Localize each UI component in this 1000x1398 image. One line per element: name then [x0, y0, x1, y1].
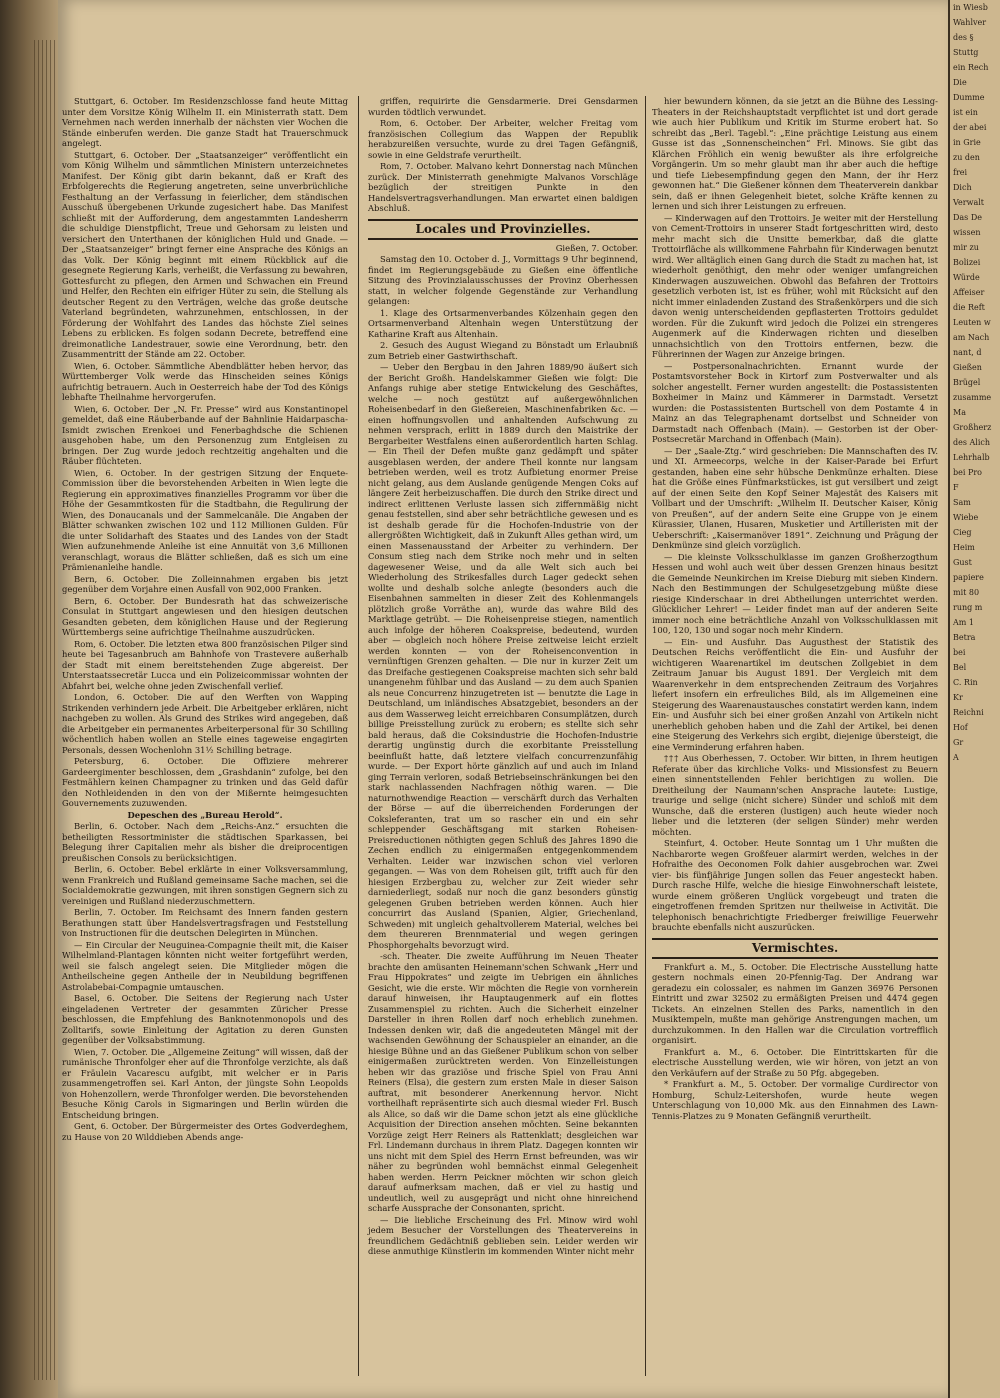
edge-fragment: am Nach [953, 333, 990, 342]
edge-fragment: C. Rin [953, 678, 978, 687]
edge-fragment: Leuten w [953, 318, 991, 327]
article-wien-2: Wien, 6. October. Der „N. Fr. Presse“ wird aus Konstantinopel gemeldet, daß eine Räuberbande auf der Bahnlinie Haidarpascha-Ismidt zwischen Erenkoei und Fenerbaghdsche die Schienen ausgehoben habe, um den Personenzug zum Entgleisen zu bringen. Der Zug wurde jedoch rechtzeitig angehalten und die Räuber flüchteten. [62, 403, 348, 466]
edge-fragment: Lehrhalb [953, 453, 990, 462]
article-oberhessen: ††† Aus Oberhessen, 7. October. Wir bitten, in Ihrem heutigen Referate über das kirchliche Volks- und Missionsfest zu Beuern einen sinnentstellenden Fehler berichtigen zu wollen. Die Dreitheilung der Naumann'schen Ansprache lautete: Lustige, traurige und selige (nicht sichere) Sünder und schloß mit dem Wunsche, daß die ersteren (lustigen) auch heute wieder noch lieber und die letzteren (der seligen Sünder) mehr werden möchten. [652, 753, 938, 837]
article-berlin-3: Berlin, 7. October. Im Reichsamt des Innern fanden gestern Berathungen statt über Handelsvertragsfragen und Feststellung von Instructionen für die deutschen Delegirten in München. [62, 907, 348, 938]
article-steinfurt: Steinfurt, 4. October. Heute Sonntag um 1 Uhr mußten die Nachbarorte wegen Großfeuer alarmirt werden, welches in der Hofraithe des Oeconomen Folk dahier ausgebrochen war. Zwei vier- bis fünfjährige Jungen sollen das Feuer angesteckt haben. Durch rasche Hilfe, welche die hiesige Einwohnerschaft leistete, wurde einem größeren Unglück vorgebeugt und traten die eingetroffenen fremden Spritzen nur theilweise in Activität. Die telephonisch benachrichtigte Friedberger freiwillige Feuerwehr brauchte ebenfalls nicht auszurücken. [652, 838, 938, 932]
edge-fragment: Cieg [953, 528, 972, 537]
article-provinzialausschuss: Samstag den 10. October d. J., Vormittags 9 Uhr beginnend, findet im Regierungsgebäude zu Gießen eine öffentliche Sitzung des Provinzialausschusses der Provinz Oberhessen statt, in welcher folgende Gegenstände zur Verhandlung gelangen: [368, 254, 638, 306]
article-frankfurt-3: * Frankfurt a. M., 5. October. Der vormalige Curdirector von Homburg, Schulz-Leitershofen, wurde heute wegen Unterschlagung von 10,000 Mk. aus den Einnahmen des Lawn-Tennis-Platzes zu 9 Monaten Gefängniß verurtheilt. [652, 1079, 938, 1121]
edge-fragment: Am 1 [953, 618, 974, 627]
article-theater: -sch. Theater. Die zweite Aufführung im Neuen Theater brachte den amüsanten Heinemann'schen Schwank „Herr und Frau Hippokrates“ und zeigte im Uebrigen ein ähnliches Gesicht, wie die erste. Wir möchten die Regie von vornherein darauf hinweisen, ihr Hauptaugenmerk auf ein flottes Zusammenspiel zu richten. Auch die Sicherheit einzelner Darsteller in ihren Rollen darf noch erheblich zunehmen. Indessen denken wir, daß die angedeuteten Mängel mit der wachsenden Gewöhnung der Schauspieler an einander, an die hiesige Bühne und an das Gießener Publikum schon von selber einigermaßen zurücktreten werden. Von Einzelleistungen heben wir das graziöse und frische Spiel von Frau Anni Reiners (Elsa), die gestern zum ersten Male in dieser Saison auftrat, mit besonderer Anerkennung hervor. Nicht vortheilhaft repräsentirte sich auch diesmal wieder Frl. Busch als Alice, so daß wir die Dame schon jetzt als eine glückliche Acquisition der Direction ansehen möchten. Seine bekannten Vorzüge zeigt Herr Reiners als Rattenklatt; desgleichen war Frl. Lindemann durchaus in ihrem Platz. Dagegen konnten wir uns nicht mit dem Spiel des Herrn Ernst befreunden, was wir näher zu begründen wohl bemnächst einmal Gelegenheit haben werden. Herrn Peickner möchten wir schon gleich darauf aufmerksam machen, daß er viel zu hastig und undeutlich, weil zu ausgeprägt und nicht ohne hinreichend scharfe Aussprache der Consonanten, spricht. [368, 951, 638, 1213]
edge-fragment: A [953, 753, 959, 762]
section-heading-vermischtes: Vermischtes. [652, 938, 938, 959]
edge-fragment: Brügel [953, 378, 981, 387]
edge-fragment: Ma [953, 408, 966, 417]
section-heading-locales: Locales und Provinzielles. [368, 219, 638, 240]
edge-fragment: Bolizei [953, 258, 981, 267]
article-frankfurt-1: Frankfurt a. M., 5. October. Die Electrische Ausstellung hatte gestern nochmals einen 20-Pfennig-Tag. Der Andrang war geradezu ein colossaler, es nahmen im Ganzen 36976 Personen Eintritt und zwar 32502 zu ermäßigten Preisen und 4474 gegen Tickets. An einzelnen Stellen des Parks, namentlich in den Musiktempeln, mußte man gehörige Anstrengungen machen, um durchzukommen. In den Hallen war die Circulation vortrefflich organisirt. [652, 961, 938, 1045]
article-postpersonal: — Postpersonalnachrichten. Ernannt wurde der Postamtsvorsteher Bock in Kirtorf zum Postverwalter und als solcher angestellt. Ferner wurden angestellt: die Postassistenten Boxheimer in Mainz und Kämmerer in Darmstadt. Versetzt wurden: die Postassistenten Burtschell von dem Postamte 4 in Mainz an das Telegraphenamt dortselbst und Schneider von Darmstadt nach Offenbach (Main). — Gestorben ist der Ober-Postsecretär Marchand in Offenbach (Main). [652, 360, 938, 444]
edge-fragment: Stuttg [953, 48, 979, 57]
edge-fragment: die Reft [953, 303, 985, 312]
adjacent-page-edge [948, 0, 1000, 1398]
edge-fragment: in Grie [953, 138, 981, 147]
edge-fragment: Großherz [953, 423, 992, 432]
article-rom-3: Rom, 7. October. Malvano kehrt Donnerstag nach München zurück. Der Ministerrath genehmigte Malvanos Vorschläge bezüglich der streitigen Punkte in den Handelsvertragsverhandlungen. Man erwartet einen baldigen Abschluß. [368, 161, 638, 213]
edge-fragment: Kr [953, 693, 963, 702]
article-minow-cont: hier bewundern können, da sie jetzt an die Bühne des Lessing-Theaters in der Reichshauptstadt verpflichtet ist und dort gerade wie auch hier Publikum und Kritik im Sturme erobert hat. So schreibt das „Berl. Tagebl.“: „Eine prächtige Leistung aus einem Gusse ist das „Sonnenscheinchen“ Frl. Minows. Sie gibt das Klärchen Fröhlich ein wenig bewußter als ihre erfolgreiche Vorgängerin. Um so mehr glaubt man ihr aber auch die heftige und tiefe Liebesempfindung gegen den Mann, der ihr Herz gewonnen hat.“ Die Gießener können dem Theaterverein dankbar sein, daß er ihnen Gelegenheit bietet, solche Kräfte kennen zu lernen und sich ihrer Leistungen zu erfreuen. [652, 96, 938, 211]
edge-fragment: papiere [953, 573, 984, 582]
article-wien-4: Wien, 7. October. Die „Allgemeine Zeitung“ will wissen, daß der rumänische Thronfolger eher auf die Thronfolge verzichte, als daß er Fräulein Vacarescu aufgibt, mit welcher er in Paris zusammengetroffen sei. Karl Anton, der jüngste Sohn Leopolds von Hohenzollern, werde Thronfolger werden. Die bevorstehenden Besuche König Carols in Sigmaringen und Berlin würden die Entscheidung bringen. [62, 1046, 348, 1120]
article-minow: — Die liebliche Erscheinung des Frl. Minow wird wohl jedem Besucher der Vorstellungen des Theatervereins in freundlichem Gedächtniß geblieben sein. Leider werden wir diese anmuthige Künstlerin im kommenden Winter nicht mehr [368, 1214, 638, 1256]
edge-fragment: der abei [953, 123, 987, 132]
edge-fragment: Gr [953, 738, 964, 747]
edge-fragment: Verwalt [953, 198, 984, 207]
article-rom-2: Rom, 6. October. Der Arbeiter, welcher Freitag vom französischen Collegium das Wappen der Republik herabzureißen versuchte, wurde zu drei Tagen Gefängniß, sowie in eine Geldstrafe verurtheilt. [368, 118, 638, 160]
edge-fragment: mit 80 [953, 588, 980, 597]
edge-fragment: Bel [953, 663, 967, 672]
dateline-giessen: Gießen, 7. October. [555, 242, 638, 253]
edge-fragment: Die [953, 78, 967, 87]
edge-fragment: ein Rech [953, 63, 989, 72]
edge-fragment: bei Pro [953, 468, 982, 477]
edge-fragment: zu den [953, 153, 980, 162]
edge-fragment: des § [953, 33, 974, 42]
edge-fragment: frei [953, 168, 968, 177]
edge-fragment: Gießen [953, 363, 982, 372]
column-rule-1 [358, 96, 359, 1376]
book-spine-shadow [0, 0, 60, 1398]
article-kinderwagen: — Kinderwagen auf den Trottoirs. Je weiter mit der Herstellung von Cement-Trottoirs in unserer Stadt fortgeschritten wird, desto mehr macht sich die Unsitte bemerkbar, daß die glatte Trottoirfläche als willkommene Fahrbahn für Kinderwagen benutzt wird. Wer alltäglich einen Gang durch die Stadt zu machen hat, ist wiederholt genöthigt, den mehr oder weniger umfangreichen Kinderwagen auszuweichen. Obwohl das Befahren der Trottoirs gesetzlich verboten ist, ist es früher, wohl mit Rücksicht auf den nicht immer einladenden Zustand des Straßenkörpers und die sich davon wenig unterscheidenden gepflasterten Trottoirs geduldet worden. Für die Zukunft wird jedoch die Polizei ein strengeres Augenmerk auf die Kinderwagen richten und dieselben unnachsichtlich von den Trottoirs entfernen, bezw. die Führerinnen der Wagen zur Anzeige bringen. [652, 212, 938, 359]
edge-fragment: Gust [953, 558, 972, 567]
edge-fragment: Dich [953, 183, 972, 192]
column-1 [62, 96, 348, 1143]
column-3 [652, 96, 938, 1122]
edge-fragment: Wiebe [953, 513, 979, 522]
edge-fragment: nant, d [953, 348, 982, 357]
edge-fragment: ist ein [953, 108, 978, 117]
article-rom-1: Rom, 6. October. Die letzten etwa 800 französischen Pilger sind heute bei Tagesanbruch am Bahnhofe von Trastevere außerhalb der Stadt mit einem bereitstehenden Zuge abgereist. Der Unterstaatssecretär Lucca und ein Polizeicommissar wohnten der Abfahrt bei, welche ohne jeden Zwischenfall verlief. [62, 638, 348, 691]
edge-fragment: Dumme [953, 93, 985, 102]
article-london: London, 6. October. Die auf den Werften von Wapping Strikenden verhindern jede Arbeit. Die Arbeitgeber erklären, nicht nachgeben zu wollen. Als Grund des Strikes wird angegeben, daß die Arbeitgeber ein permanentes Arbeiterpersonal für 30 Schilling wöchentlich haben wollen an Stelle eines tageweise engagirten Personals, dessen Wochenlohn 31½ Schilling betrage. [62, 692, 348, 755]
article-bern-1: Bern, 6. October. Die Zolleinnahmen ergaben bis jetzt gegenüber dem Vorjahre einen Ausfall von 902,000 Franken. [62, 573, 348, 594]
edge-fragment: F [953, 483, 959, 492]
article-wien-1: Wien, 6. October. Sämmtliche Abendblätter heben hervor, das Württemberger Volk werde das Hinscheiden seines Königs aufrichtig betrauern. Auch in Oesterreich habe der Tod des Königs lebhafte Theilnahme hervorgerufen. [62, 360, 348, 402]
article-berlin-2: Berlin, 6. October. Bebel erklärte in einer Volksversammlung, wenn Frankreich und Rußland gemeinsame Sache machen, sei die Socialdemokratie gezwungen, mit ihren sonstigen Gegnern sich zu vereinigen und Rußland niederzuschmettern. [62, 864, 348, 906]
edge-fragment: Affeiser [953, 288, 985, 297]
edge-fragment: Wahlver [953, 18, 987, 27]
edge-fragment: Hof [953, 723, 968, 732]
edge-fragment: Heim [953, 543, 975, 552]
article-frankfurt-2: Frankfurt a. M., 6. October. Die Eintrittskarten für die electrische Ausstellung werden, wie wir hören, von jetzt an von den Verkäufern auf der Straße zu 50 Pfg. abgegeben. [652, 1046, 938, 1078]
edge-fragment: Würde [953, 273, 980, 282]
depeschen-heading: Depeschen des „Bureau Herold“. [127, 809, 283, 820]
article-ein-ausfuhr: — Ein- und Ausfuhr. Das Augusthest der Statistik des Deutschen Reichs veröffentlicht die Ein- und Ausfuhr der wichtigeren Waarenartikel im deutschen Zollgebiet in dem Zeitraum Januar bis August 1891. Der Vergleich mit dem Waarenverkehr in dem entsprechenden Zeitraum des Vorjahres liefert insofern ein erfreuliches Bild, als im Allgemeinen eine Steigerung des Waarenaustausches constatirt werden kann, indem Ein- und Ausfuhr sich bei einer großen Anzahl von Artikeln nicht unerheblich gehoben haben und die Zahl der Artikel, bei denen eine Steigerung des Verkehrs sich ergibt, diejenige übersteigt, die eine Verminderung erfahren haben. [652, 636, 938, 752]
article-saale-ztg: — Der „Saale-Ztg.“ wird geschrieben: Die Mannschaften des IV. und XI. Armeecorps, welche in der Kaiser-Parade bei Erfurt gestanden, haben eine sehr hübsche Denkmünze erhalten. Diese hat die Größe eines Fünfmarkstückes, ist gut versilbert und zeigt auf der einen Seite den Kopf Seiner Majestät des Kaisers mit Vollbart und der Umschrift: „Wilhelm II. Deutscher Kaiser, König von Preußen“, auf der andern Seite eine Gruppe von je einem Kürassier, Ulanen, Husaren, Musketier und Artilleristen mit der Ueberschrift: „Kaisermanöver 1891“. Zeichnung und Prägung der Denkmünze sind gleich vorzüglich. [652, 445, 938, 550]
edge-fragment: bei [953, 648, 966, 657]
edge-fragment: zusamme [953, 393, 992, 402]
article-neuguinea: — Ein Circular der Neuguinea-Compagnie theilt mit, die Kaiser Wilhelmland-Plantagen könnten nicht weiter fortgeführt werden, weil sie falsch angelegt seien. Die Mitglieder mögen die Antheilscheine gegen Antheile der in Neubildung begriffenen Astrolabebai-Compagnie umtauschen. [62, 939, 348, 992]
edge-fragment: rung m [953, 603, 983, 612]
edge-fragment: des Alich [953, 438, 991, 447]
article-bern-2: Bern, 6. October. Der Bundesrath hat das schweizerische Consulat in Stuttgart angewiesen und den hiesigen deutschen Gesandten gebeten, dem königlichen Hause und der Regierung Württembergs seine aufrichtige Theilnahme auszudrücken. [62, 595, 348, 637]
agenda-item-2: 2. Gesuch des August Wiegand zu Bönstadt um Erlaubniß zum Betrieb einer Gastwirthschaft. [368, 340, 638, 361]
agenda-item-1: 1. Klage des Ortsarmenverbandes Kölzenhain gegen den Ortsarmenverband Altenhain wegen Unterstützung der Katharine Kraft aus Altenhain. [368, 307, 638, 339]
edge-fragment: wissen [953, 228, 981, 237]
edge-fragment: Reichni [953, 708, 984, 717]
edge-fragment: mir zu [953, 243, 979, 252]
edge-fragment: in Wiesb [953, 3, 988, 12]
article-petersburg: Petersburg, 6. October. Die Offiziere mehrerer Gardeergimenter beschlossen, dem „Grashdanin“ zufolge, bei den Festmählern keinen Champagner zu trinken und das Geld dafür den Nothleidenden in den von der Mißernte heimgesuchten Gouvernements zuzuwenden. [62, 756, 348, 808]
article-berlin-1: Berlin, 6. October. Nach dem „Reichs-Anz.“ ersuchten die betheiligten Ressortminister die städtischen Sparkassen, bei Belegung ihrer Capitalien mehr als bisher die dreiprocentigen preußischen Consols zu berücksichtigen. [62, 821, 348, 863]
edge-fragment: Sam [953, 498, 971, 507]
article-wien-3: Wien, 6. October. In der gestrigen Sitzung der Enquete-Commission über die bevorstehenden Arbeiten in Wien legte die Regierung ein approximatives finanzielles Programm vor über die Höhe der Gesammtkosten für die Stadtbahn, die Regulirung der Wien, des Donaucanals und der Sammelcanäle. Die Angaben der Blätter schwanken zwischen 102 und 112 Millionen Gulden. Für die unter Solidarhaft des Staates und des Landes von der Stadt Wien aufzunehmende Anleihe ist eine Annuität von 3,6 Millionen veranschlagt, woraus die Blätter schließen, daß es sich um eine Prämienanleihe handle. [62, 467, 348, 572]
edge-fragment: Das De [953, 213, 982, 222]
article-stuttgart-2: Stuttgart, 6. October. Der „Staatsanzeiger“ veröffentlicht ein vom König Wilhelm und sämmtlichen Ministern unterzeichnetes Manifest. Der König gibt darin bekannt, daß er Kraft des Erbfolgerechts die Regierung angetreten, seine unverbrüchliche Festhaltung an der Verfassung in feierlicher, dem ständischen Ausschuß übergebenen Urkunde zugesichert habe. Das Manifest schließt mit der Aufforderung, dem angestammten Landesherrn die schuldige Dienstpflicht, Treue und Gehorsam zu leisten und versichert den Unterthanen der königlichen Huld und Gnade. — Der „Staatsanzeiger“ bringt ferner eine Ansprache des Königs an das Volk. Der König beginnt mit einem Rückblick auf die gesegnete Regierung Karls, verheißt, die Verfassung zu bewahren, Gottesfurcht zu pflegen, den Armen und Schwachen ein Freund und Helfer, den Rechten ein eifriger Hüter zu sein, die Stellung als deutscher Regent zu den Verträgen, welche das große deutsche Vaterland begründeten, wahrzunehmen, entschlossen, in der Förderung der Wohlfahrt des Landes das höchste Ziel seines Lebens zu erblicken. Es folgen sodann Decrete, betreffend eine dreimonatliche Landestrauer, sowie eine Verordnung, betr. den Zusammentritt der Stände am 22. October. [62, 149, 348, 359]
column-2 [368, 96, 638, 1258]
article-stuttgart-1: Stuttgart, 6. October. Im Residenzschlosse fand heute Mittag unter dem Vorsitze König Wilhelm II. ein Ministerrath statt. Dem Vernehmen nach werden innerhalb der nächsten vier Wochen die Stände einberufen werden. Die ganze Stadt hat Trauerschmuck angelegt. [62, 96, 348, 148]
page-edges [34, 40, 58, 1380]
article-basel: Basel, 6. October. Die Seitens der Regierung nach Uster eingeladenen Vertreter der gesammten Züricher Presse beschlossen, die Empfehlung des Banknotenmonopols und des Zolltarifs, sowie Einleitung der Agitation zu deren Gunsten gegenüber der Volksabstimmung. [62, 993, 348, 1045]
article-bergbau: — Ueber den Bergbau in den Jahren 1889/90 äußert sich der Bericht Großh. Handelskammer Gießen wie folgt: Die Anfangs ruhige aber stetige Entwickelung des Geschäftes, welche — noch gestützt auf außergewöhnlichen Roheisenbedarf in den Gießereien, Maschinenfabriken &c. — einen hoffnungsvollen und anhaltenden Aufschwung zu nehmen versprach, erlitt in 1889 durch den Maistrike der Bergarbeiter Westfalens einen außerordentlich harten Schlag. — Ein Theil der Defen mußte ganz gedämpft und später ausgeblasen werden, der andere Theil konnte nur langsam betrieben werden, weil es trotz Aufbietung enormer Preise nicht gelang, aus dem Auslande genügende Mengen Coks auf längere Zeit herbeizuschaffen. Die durch den Strike direct und indirect erlittenen Verluste lassen sich ziffernmäßig nicht genau feststellen, sind aber sehr beträchtliche gewesen und es ist deshalb gerade für die Hochofen-Industrie von der allergrößten Wichtigkeit, daß in Zukunft Alles gethan wird, um einen Massenausstand der Arbeiter zu verhindern. Der Consum stieg nach dem Strike noch mehr und in selten dagewesener Weise, und da alle Welt sich auch bei Wiederholung des Strikesfalles durch Lager gedeckt sehen wollte und deshalb solche anlegte (besonders auch die Eisenbahnen sammelten in dieser Zeit des Kohlenmangels plötzlich große Vorräthe an), wurde das wahre Bild des Marktlage getrübt. — Die Roheisenpreise stiegen, namentlich auch infolge der höheren Coakspreise, bedeutend, wurden aber — obgleich noch höhere Preise zeitweise leicht erzielt werden konnten — von der Roheisenconvention in vernünftigen Grenzen gehalten. — Die nur in kurzer Zeit um das Dreifache gestiegenen Coakspreise machten sich sehr bald unangenehm fühlbar und das Ausland — zu dem auch Spanien als neue Concurrenz hinzugetreten ist — benutzte die Lage in Deutschland, um inländisches Absatzgebiet, besonders an der aus dem Wasserweg leicht erreichbaren Consumplätzen, durch billige Preisstellung zurück zu erobern; es stellte sich sehr bald heraus, daß die Coksindustrie die Hochofen-Industrie derartig ungünstig durch die exorbitante Preisstellung beeinflußt hatte, daß letztere vielfach concurrenzunfähig wurde. — Der Export hörte gänzlich auf und auch im Inland ging Terrain verloren, sodaß Betriebseinschränkungen bei den stark nachlassenden Nachfragen nöthig waren. — Die naturnothwendige Reaction — verschärft durch das Verhalten der Börse — auf die überreichenden Forderungen der Coksleferanten, trat um so rascher ein und ein sehr schleppender Geschäftsgang mit starken Roheisen-Preisreductionen nöthigten gegen Schluß des Jahres 1890 die Zechen endlich zu einigermaßen entgegenkommendem Verhalten. Leider war inzwischen schon viel verloren gegangen. — Was von dem Roheisen gilt, trifft auch für den hiesigen Erzbergbau zu, welcher zur Zeit wieder sehr darniederliegt, sodaß nur noch die ganz besonders günstig gelegenen Gruben betrieben werden können. Auch hier concurrirt das Ausland (Spanien, Algier, Griechenland, Schweden) mit ungleich gehaltvollerem Material, welches bei dem theureren Brennmaterial und wegen geringen Phosphorgehalts bevorzugt wird. [368, 362, 638, 950]
article-gent: Gent, 6. October. Der Bürgermeister des Ortes Godverdeghem, zu Hause von 20 Wilddieben Abends ange- [62, 1121, 348, 1142]
article-gent-cont: griffen, requirirte die Gensdarmerie. Drei Gensdarmen wurden tödtlich verwundet. [368, 96, 638, 117]
column-rule-2 [645, 96, 646, 1376]
edge-fragment: Betra [953, 633, 976, 642]
article-volksschulklasse: — Die kleinste Volksschulklasse im ganzen Großherzogthum Hessen und wohl auch weit über dessen Grenzen hinaus besitzt die Gemeinde Neunkirchen im Kreise Dieburg mit sieben Kindern. Nach den Bestimmungen der Schulgesetzgebung müßte diese riesige Kinderschaar in drei Abtheilungen unterrichtet werden. Glücklicher Lehrer! — Leider findet man auf der anderen Seite immer noch eine beträchtliche Anzahl von Volksschulklassen mit 100, 120, 130 und sogar noch mehr Kindern. [652, 551, 938, 635]
